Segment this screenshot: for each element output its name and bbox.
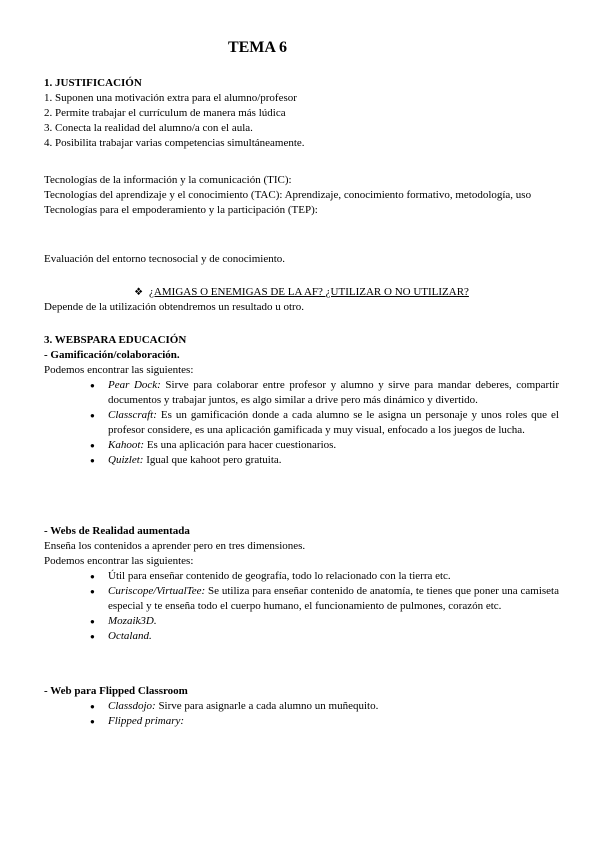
technologies-block [44, 173, 559, 218]
list-item [44, 408, 559, 438]
item-text: Es una aplicación para hacer cuestionarios. [144, 439, 337, 451]
subsection-heading: - Gamificación/colaboración. [44, 349, 180, 361]
question-line [44, 285, 559, 300]
item-name: Pear Dock: [108, 379, 161, 391]
section-heading: 1. JUSTIFICACIÓN [44, 77, 142, 89]
list-item [44, 453, 559, 468]
ar-list [44, 569, 559, 644]
item-text: Sirve para colaborar entre profesor y alumno y sirve para mandar deberes, compartir documentos y trabajar juntos, es algo similar a drive pero más dinámico y divertido. [108, 379, 559, 406]
list-item: 4. Posibilita trabajar varias competencias simultáneamente. [44, 137, 305, 149]
section-heading: 3. WEBSPARA EDUCACIÓN [44, 334, 187, 346]
evaluation-line: Evaluación del entorno tecnosocial y de conocimiento. [44, 253, 286, 265]
list-item: 2. Permite trabajar el currículum de manera más lúdica [44, 107, 286, 119]
list-item [44, 629, 559, 644]
intro-line: Podemos encontrar las siguientes: [44, 555, 194, 567]
list-item: 1. Suponen una motivación extra para el alumno/profesor [44, 92, 297, 104]
tic-line: Tecnologías de la información y la comunicación (TIC): [44, 174, 292, 186]
question-block [44, 285, 559, 315]
item-name: Octaland. [108, 630, 152, 642]
item-name: Quizlet: [108, 454, 144, 466]
subsection-heading: - Web para Flipped Classroom [44, 685, 188, 697]
section-flipped-classroom [44, 684, 559, 729]
list-item [44, 714, 559, 729]
item-name: Kahoot: [108, 439, 145, 451]
item-name: Curiscope/VirtualTee: [108, 585, 206, 597]
item-name: Mozaik3D. [108, 615, 157, 627]
item-text: Se utiliza para enseñar contenido de anatomía, te tienes que poner una camiseta especial y te enseña todo el cuerpo humano, el funcionamiento de pulmones, corazón etc. [108, 585, 559, 612]
page-title: TEMA 6 [227, 39, 288, 56]
list-item [44, 699, 559, 714]
intro-line: Podemos encontrar las siguientes: [44, 364, 194, 376]
section-augmented-reality [44, 524, 559, 644]
question-answer: Depende de la utilización obtendremos un resultado u otro. [44, 301, 304, 313]
gamification-list [44, 378, 559, 468]
tep-line: Tecnologías para el empoderamiento y la participación (TEP): [44, 204, 318, 216]
diamond-bullet-icon: ❖ [134, 287, 144, 298]
item-text: Es un gamificación donde a cada alumno se le asigna un personaje y unos roles que el profesor considere, es una aplicación gamificada y muy visual, enfocado a los juegos de lucha. [108, 409, 559, 436]
list-item [44, 614, 559, 629]
tac-line: Tecnologías del aprendizaje y el conocimiento (TAC): Aprendizaje, conocimiento formativo, metodología, uso [44, 189, 532, 201]
list-item [44, 378, 559, 408]
list-item [44, 438, 559, 453]
section-webs [44, 333, 559, 468]
description-line: Enseña los contenidos a aprender pero en tres dimensiones. [44, 540, 306, 552]
list-item [44, 569, 559, 584]
item-text: Sirve para asignarle a cada alumno un muñequito. [155, 700, 379, 712]
list-item [44, 584, 559, 614]
item-text: Útil para enseñar contenido de geografía, todo lo relacionado con la tierra etc. [108, 570, 451, 582]
list-item: 3. Conecta la realidad del alumno/a con el aula. [44, 122, 253, 134]
question-text: ¿AMIGAS O ENEMIGAS DE LA AF? ¿UTILIZAR O NO UTILIZAR? [149, 286, 469, 298]
item-name: Classdojo: [108, 700, 156, 712]
flipped-list [44, 699, 559, 729]
item-name: Flipped primary: [108, 715, 185, 727]
item-text: Igual que kahoot pero gratuita. [143, 454, 282, 466]
item-name: Classcraft: [108, 409, 157, 421]
subsection-heading: - Webs de Realidad aumentada [44, 525, 190, 537]
section-justification [44, 76, 559, 151]
